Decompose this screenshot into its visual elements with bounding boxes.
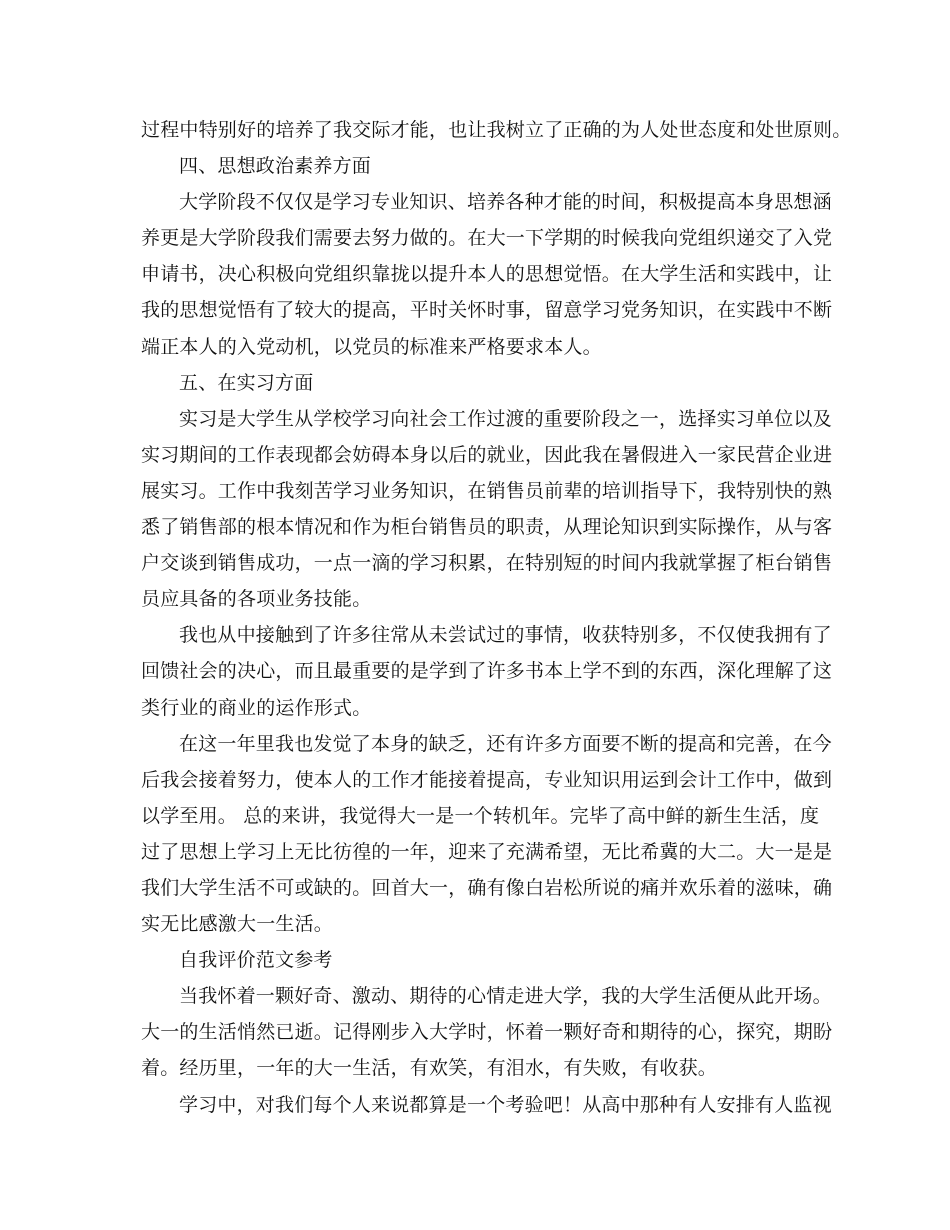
text-line: 悉了销售部的根本情况和作为柜台销售员的职责，从理论知识到实际操作，从与客: [141, 516, 833, 539]
text-line: 以学至用。 总的来讲，我觉得大一是一个转机年。完毕了高中鲜的新生生活，度: [141, 804, 820, 827]
text-line: 我们大学生活不可或缺的。回首大一，确有像白岩松所说的痛并欢乐着的滋味，确: [141, 876, 833, 899]
text-line: 申请书，决心积极向党组织靠拢以提升本人的思想觉悟。在大学生活和实践中，让: [141, 263, 833, 286]
text-line: 着。经历里，一年的大一生活，有欢笑，有泪水，有失败，有收获。: [141, 1057, 718, 1080]
text-line: 类行业的商业的运作形式。: [141, 696, 372, 719]
text-line: 端正本人的入党动机，以党员的标准来严格要求本人。: [141, 335, 602, 358]
text-line: 回馈社会的决心，而且最重要的是学到了许多书本上学不到的东西，深化理解了这: [141, 660, 833, 683]
text-line: 大学阶段不仅仅是学习专业知识、培养各种才能的时间，积极提高本身思想涵: [179, 191, 832, 214]
text-line: 实习期间的工作表现都会妨碍本身以后的就业，因此我在暑假进入一家民营企业进: [141, 443, 833, 466]
text-line: 员应具备的各项业务技能。: [141, 588, 372, 611]
text-line: 过了思想上学习上无比彷徨的一年，迎来了充满希望，无比希冀的大二。大一是是: [141, 840, 833, 863]
text-line: 过程中特别好的培养了我交际才能，也让我树立了正确的为人处世态度和处世原则。: [141, 119, 852, 141]
text-line: 展实习。工作中我刻苦学习业务知识，在销售员前辈的培训指导下，我特别快的熟: [141, 479, 833, 502]
text-line: 实无比感激大一生活。: [141, 913, 334, 936]
text-line: 后我会接着努力，使本人的工作才能接着提高，专业知识用运到会计工作中，做到: [141, 768, 833, 791]
text-line: 四、思想政治素养方面: [179, 155, 372, 178]
text-line: 在这一年里我也发觉了本身的缺乏，还有许多方面要不断的提高和完善，在今: [179, 732, 832, 755]
text-line: 五、在实习方面: [179, 371, 314, 394]
text-line: 大一的生活悄然已逝。记得刚步入大学时，怀着一颗好奇和期待的心，探究，期盼: [141, 1021, 833, 1044]
text-line: 实习是大学生从学校学习向社会工作过渡的重要阶段之一，选择实习单位以及: [179, 407, 832, 430]
text-line: 我也从中接触到了许多往常从未尝试过的事情，收获特别多，不仅使我拥有了: [179, 624, 832, 647]
text-line: 自我评价范文参考: [179, 949, 333, 972]
text-line: 学习中，对我们每个人来说都算是一个考验吧！从高中那种有人安排有人监视: [179, 1093, 832, 1116]
document-body: [141, 112, 852, 1123]
text-line: 养更是大学阶段我们需要去努力做的。在大一下学期的时候我向党组织递交了入党: [141, 227, 833, 250]
text-line: 我的思想觉悟有了较大的提高，平时关怀时事，留意学习党务知识，在实践中不断: [141, 299, 833, 322]
text-line: 当我怀着一颗好奇、激动、期待的心情走进大学，我的大学生活便从此开场。: [179, 985, 832, 1008]
text-line: 户交谈到销售成功，一点一滴的学习积累，在特别短的时间内我就掌握了柜台销售: [141, 552, 833, 575]
